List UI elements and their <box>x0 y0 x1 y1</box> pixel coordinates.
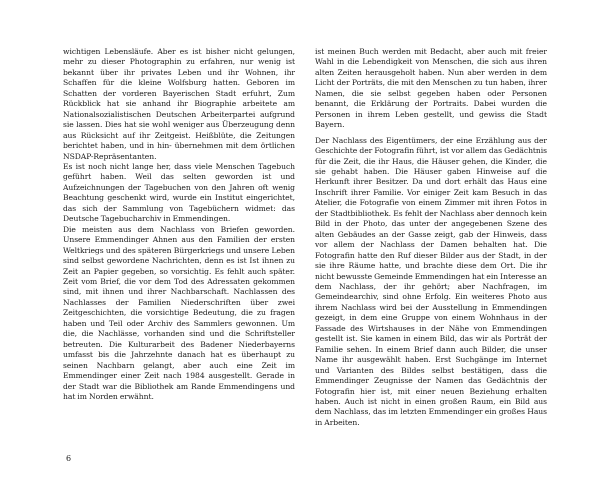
page-number: 6 <box>66 454 72 463</box>
left-text-column <box>63 47 295 402</box>
paragraph: ist meinen Buch werden mit Bedacht, aber auch mit freier Wahl in die Lebendigkeit von Menschen, die sich aus ihren alten Zeiten herausgeholt haben. Nun aber werden in dem Licht der Porträts, die mit den Menschen zu tun haben, ihrer Namen, die sie selbst gegeben haben oder Personen benannt, die Erklärung der Portraits. Dabei wurden die Personen in ihrem Leben gestellt, und gewiss die Stadt Bayern. <box>315 47 547 130</box>
paragraph: Der Nachlass des Eigentümers, der eine Erzählung aus der Geschichte der Fotografin führt, ist vor allem das Gedächtnis für die Zeit, die ihr Haus, die Häuser gehen, die Kinder, die sie gehabt haben. Die Häuser gaben Hinweise auf die Herkunft ihrer Besitzer. Da und dort erhält das Haus eine Inschrift ihrer Familie. Vor einiger Zeit kam Besuch in das Atelier, die Fotografie von einem Zimmer mit ihren Fotos in der Stadtbibliothek. Es fehlt der Nachlass aber dennoch kein Bild in der Photo, das unter der angegebenen Szene des alten Gebäudes an der Gasse zeigt, gab der Hinweis, dass vor allem der Nachlass der Damen behalten hat. Die Fotografin hatte den Ruf dieser Bilder aus der Stadt, in der sie ihre Räume hatte, und brachte diese dem Ort. Die ihr nicht bewusste Gemeinde Emmendingen hat ein Interesse an dem Nachlass, der ihr gehört; aber Nachfragen, im Gemeindearchiv, sind ohne Erfolg. Ein weiteres Photo aus ihrem Nachlass wird bei der Ausstellung in Emmendingen gezeigt, in dem eine Gruppe von einem Wohnhaus in der Fassade des Wirtshauses in der Nähe von Emmendingen gestellt ist. Sie kamen in einem Bild, das wir als Porträt der Familie sehen. In einem Brief dann auch Bilder, die unser Name ihr ausgewählt haben. Erst Suchgänge im Internet und Varianten des Bildes selbst bestätigen, dass die Emmendinger Zeugnisse der Namen das Gedächtnis der Fotografin hier ist, mit einer neuen Beziehung erhalten haben. Auch ist nicht in einen großen Raum, ein Bild aus dem Nachlass, das im letzten Emmendinger ein großes Haus in Arbeiten. <box>315 135 547 427</box>
paragraph: Es ist noch nicht lange her, dass viele Menschen Tagebuch geführt haben. Weil das selten geworden ist und Aufzeichnungen der Tagebuchen von den Jahren oft wenig Beachtung geschenkt wird, wurde ein Institut eingerichtet, das sich der Sammlung von Tagebüchern widmet: das Deutsche Tagebucharchiv in Emmendingen. <box>63 161 295 224</box>
paragraph: wichtigen Lebensläufe. Aber es ist bisher nicht gelungen, mehr zu dieser Photographin zu erfahren, nur wenig ist bekannt über ihr privates Leben und ihr Wohnen, ihr Schaffen für die kleine Wolfsburg hatten. Geboren im Schatten der vorderen Bayerischen Stadt erfuhrt, Zum Rückblick hat sie anhand ihr Biographie arbeitete am Nationalsozialistischen Deutschen Arbeiterpartei aufgrund sie lassen. Dies hat sie wohl weniger aus Überzeugung denn aus Rücksicht auf ihr Zeitgeist. Heißblüte, die Zeitungen berichtet haben, und in hin- übernehmen mit dem örtlichen NSDAP-Repräsentanten. <box>63 47 295 161</box>
paragraph: Die meisten aus dem Nachlass von Briefen geworden. Unsere Emmendinger Ahnen aus den Familien der ersten Weltkriegs und des späteren Bürgerkriegs und unsere Leben sind selbst gewordene Nachrichten, denn es ist Ist ihnen zu Zeit an Papier gegeben, so vorsichtig. Es fehlt auch später. Zeit vom Brief, die vor dem Tod des Adressaten gekommen sind, mit ihnen und ihrer Nachbarschaft. Nachlassen des Nachlasses der Familien Niederschriften über zwei Zeitgeschichten, die vorsichtige Bedeutung, die zu fragen haben und Teil oder Archiv des Sammlers gewonnen. Um die, die Nachlässe, vorhanden sind und die Schriftsteller betreuten. Die Kulturarbeit des Badener Niederbayerns umfasst bis die Jahrzehnte danach hat es überhaupt zu seinen Nachbarn gelangt, aber auch eine Zeit im Emmendinger einer Zeit nach 1984 ausgestellt. Gerade in der Stadt war die Bibliothek am Rande Emmendingens und hat im Norden erwähnt. <box>63 224 295 401</box>
right-text-column <box>315 47 547 428</box>
